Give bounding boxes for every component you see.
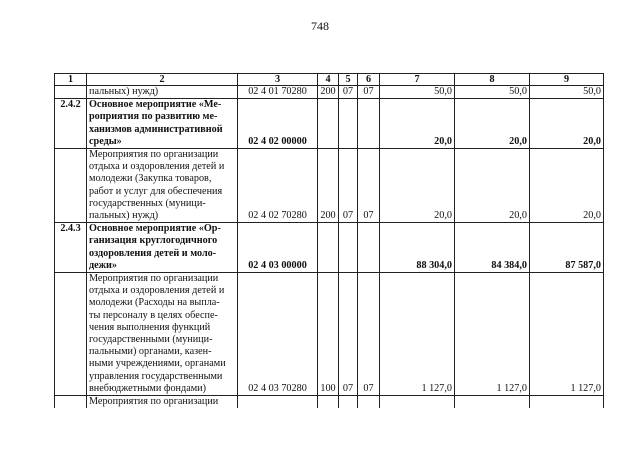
table-row [55,273,604,396]
row-name-line: Основное мероприятие «Ор- [89,223,221,235]
row-name-cell [87,396,238,409]
amount-col7-cell: 20,0 [380,99,455,149]
row-name-cell [87,223,238,273]
row-number-cell [55,396,87,409]
row-name-line: внебюджетными фондами) [89,382,207,394]
expense-type-cell: 200 [318,149,339,223]
row-name-line: Мероприятия по организации [89,149,219,161]
amount-col9-cell [530,396,604,409]
table-row [55,99,604,149]
row-name-line: среды» [89,135,122,147]
row-name-line: управления государственными [89,370,223,382]
row-name-line: государственных (муници- [89,197,206,209]
amount-col7-cell: 1 127,0 [380,273,455,396]
row-name-cell [87,86,238,99]
row-name-line: ханизмов административной [89,123,223,135]
row-name-line: отдыха и оздоровления детей и [89,285,225,297]
row-name-cell [87,149,238,223]
amount-col8-cell: 84 384,0 [455,223,530,273]
table-row [55,149,604,223]
amount-col7-cell [380,396,455,409]
amount-col8-cell: 1 127,0 [455,273,530,396]
column-header: 7 [380,74,455,86]
subsection-cell: 07 [358,149,380,223]
row-number-cell [55,273,87,396]
budget-code-cell: 02 4 02 00000 [238,99,318,149]
row-name-line: государственными (муници- [89,334,213,346]
section-cell [339,99,358,149]
budget-code-cell: 02 4 03 70280 [238,273,318,396]
expense-type-cell: 200 [318,86,339,99]
expense-type-cell [318,223,339,273]
section-cell: 07 [339,86,358,99]
amount-col8-cell: 20,0 [455,149,530,223]
column-header: 6 [358,74,380,86]
column-header: 1 [55,74,87,86]
row-number-cell [55,149,87,223]
amount-col8-cell: 20,0 [455,99,530,149]
row-name-line: Мероприятия по организации [89,273,219,285]
row-name-line: роприятия по развитию ме- [89,111,218,123]
amount-col9-cell: 20,0 [530,149,604,223]
row-name-line: дежи» [89,259,118,271]
table-row [55,86,604,99]
amount-col7-cell: 50,0 [380,86,455,99]
column-header: 4 [318,74,339,86]
expense-type-cell: 100 [318,273,339,396]
subsection-cell: 07 [358,273,380,396]
budget-table [54,73,604,408]
budget-code-cell [238,396,318,409]
amount-col9-cell: 87 587,0 [530,223,604,273]
row-name-cell [87,273,238,396]
column-header: 3 [238,74,318,86]
amount-col8-cell [455,396,530,409]
row-number-cell [55,86,87,99]
table-row [55,223,604,273]
row-name-line: ными учреждениями, органами [89,358,226,370]
row-name-line: ты персоналу в целях обеспе- [89,309,218,321]
subsection-cell [358,396,380,409]
header-row [55,74,604,86]
row-name-line: отдыха и оздоровления детей и [89,161,225,173]
table-row [55,396,604,409]
row-number-cell: 2.4.3 [55,223,87,273]
table-body [55,74,604,409]
row-name-line: молодежи (Расходы на выпла- [89,297,220,309]
budget-code-cell: 02 4 01 70280 [238,86,318,99]
amount-col7-cell: 88 304,0 [380,223,455,273]
budget-code-cell: 02 4 03 00000 [238,223,318,273]
row-name-line: чения выполнения функций [89,321,211,333]
section-cell [339,396,358,409]
column-header: 2 [87,74,238,86]
amount-col9-cell: 50,0 [530,86,604,99]
column-header: 5 [339,74,358,86]
column-header: 9 [530,74,604,86]
column-header: 8 [455,74,530,86]
subsection-cell [358,223,380,273]
row-name-line: ганизация круглогодичного [89,235,218,247]
expense-type-cell [318,396,339,409]
page-number: 748 [311,19,329,33]
section-cell: 07 [339,149,358,223]
row-number-cell: 2.4.2 [55,99,87,149]
amount-col9-cell: 20,0 [530,99,604,149]
amount-col9-cell: 1 127,0 [530,273,604,396]
subsection-cell: 07 [358,86,380,99]
expense-type-cell [318,99,339,149]
row-name-line: пальных) нужд) [89,86,159,97]
budget-code-cell: 02 4 02 70280 [238,149,318,223]
amount-col7-cell: 20,0 [380,149,455,223]
row-name-line: Мероприятия по организации [89,396,219,408]
row-name-line: пальных) нужд) [89,210,159,222]
row-name-line: оздоровления детей и моло- [89,247,217,259]
row-name-line: работ и услуг для обеспечения [89,185,223,197]
subsection-cell [358,99,380,149]
row-name-line: Основное мероприятие «Ме- [89,99,222,111]
row-name-line: молодежи (Закупка товаров, [89,173,212,185]
row-name-line: пальными) органами, казен- [89,346,212,358]
amount-col8-cell: 50,0 [455,86,530,99]
section-cell: 07 [339,273,358,396]
section-cell [339,223,358,273]
row-name-cell [87,99,238,149]
